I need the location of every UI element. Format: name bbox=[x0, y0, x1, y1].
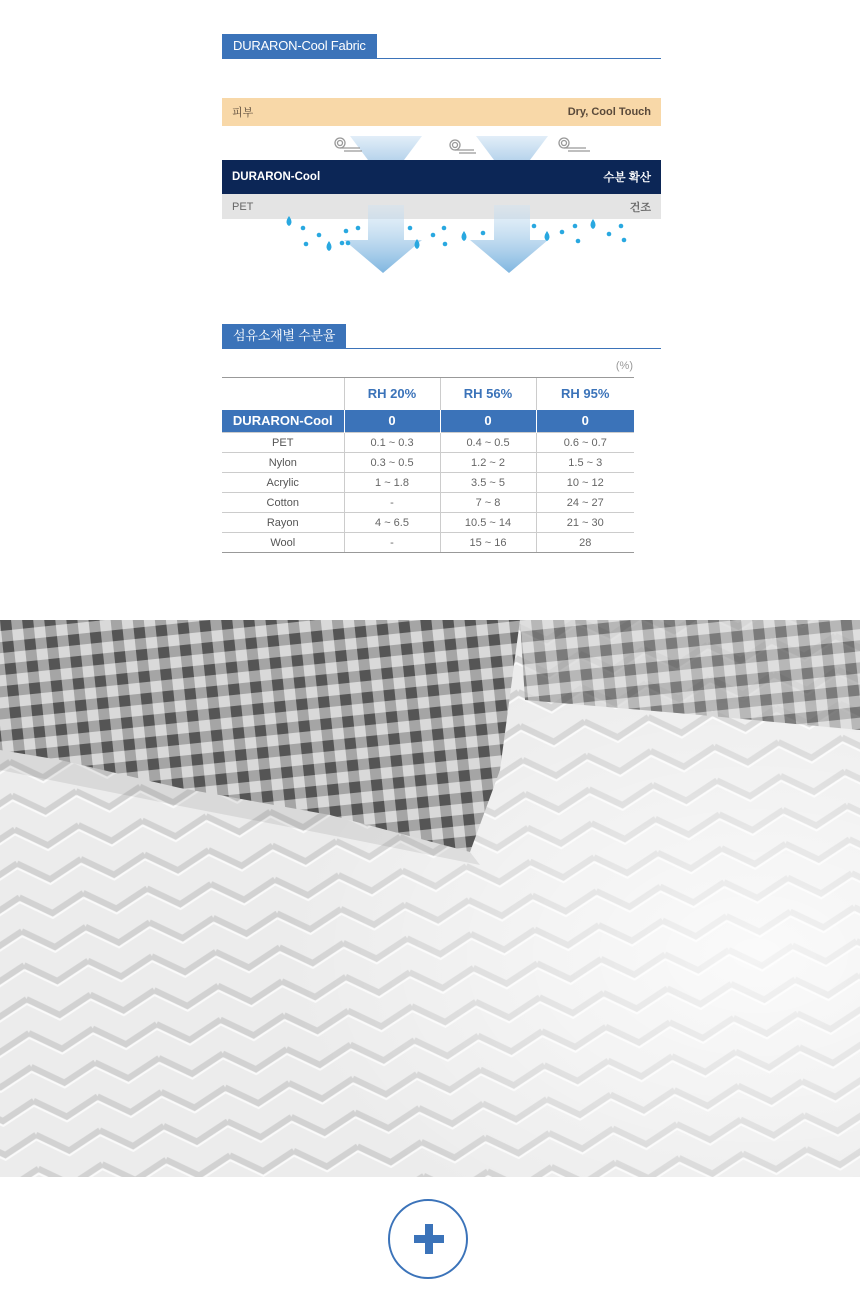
airflow-cone-left bbox=[350, 136, 422, 160]
table-cell: 1 ~ 1.8 bbox=[344, 473, 440, 493]
table-cell: 0.4 ~ 0.5 bbox=[440, 433, 536, 453]
section-title-moisture bbox=[222, 324, 661, 349]
table-cell: 0.6 ~ 0.7 bbox=[536, 433, 634, 453]
table-cell: 3.5 ~ 5 bbox=[440, 473, 536, 493]
more-button[interactable] bbox=[388, 1199, 468, 1279]
airflow-cone-right bbox=[476, 136, 548, 160]
table-cell: 15 ~ 16 bbox=[440, 533, 536, 553]
table-cell: - bbox=[344, 533, 440, 553]
moisture-table bbox=[222, 377, 634, 553]
unit-label: (%) bbox=[615, 360, 633, 372]
table-cell: Rayon bbox=[222, 513, 344, 533]
product-photo bbox=[0, 620, 860, 1177]
layer-duraron-desc: 수분 확산 bbox=[603, 172, 651, 184]
layer-skin-label: 피부 bbox=[232, 107, 254, 119]
layer-duraron-label: DURARON-Cool bbox=[232, 171, 321, 183]
table-row bbox=[222, 533, 634, 553]
table-header-blank bbox=[222, 378, 344, 410]
arrow-down-icon bbox=[470, 205, 548, 273]
table-header-row bbox=[222, 378, 634, 410]
section-title-fabric bbox=[222, 34, 661, 59]
moisture-diagram bbox=[222, 128, 661, 278]
table-row bbox=[222, 513, 634, 533]
wind-icon bbox=[450, 140, 476, 153]
table-cell: Cotton bbox=[222, 493, 344, 513]
table-cell: 0.1 ~ 0.3 bbox=[344, 433, 440, 453]
table-cell: 1.2 ~ 2 bbox=[440, 453, 536, 473]
table-cell: 0.3 ~ 0.5 bbox=[344, 453, 440, 473]
table-cell: 28 bbox=[536, 533, 634, 553]
table-cell: 21 ~ 30 bbox=[536, 513, 634, 533]
table-cell: 0 bbox=[344, 410, 440, 433]
layer-skin bbox=[222, 98, 661, 126]
table-row bbox=[222, 453, 634, 473]
table-cell: 1.5 ~ 3 bbox=[536, 453, 634, 473]
table-row bbox=[222, 433, 634, 453]
layer-pet-label: PET bbox=[232, 200, 254, 213]
table-row bbox=[222, 473, 634, 493]
table-header-rh95: RH 95% bbox=[536, 378, 634, 410]
table-cell: DURARON-Cool bbox=[232, 413, 333, 429]
product-photo-art bbox=[0, 620, 860, 1177]
layer-skin-desc: Dry, Cool Touch bbox=[567, 106, 651, 118]
table-cell: 24 ~ 27 bbox=[536, 493, 634, 513]
table-cell: 10 ~ 12 bbox=[536, 473, 634, 493]
table-cell: 7 ~ 8 bbox=[440, 493, 536, 513]
section-title-fabric-label: DURARON-Cool Fabric bbox=[222, 34, 377, 58]
table-cell: 0 bbox=[536, 410, 634, 433]
table-header-rh56: RH 56% bbox=[440, 378, 536, 410]
table-cell: 10.5 ~ 14 bbox=[440, 513, 536, 533]
table-row-highlight bbox=[222, 410, 634, 433]
water-drop-icon bbox=[287, 216, 627, 251]
table-cell: 4 ~ 6.5 bbox=[344, 513, 440, 533]
layer-pet-desc: 건조 bbox=[629, 201, 651, 214]
arrow-down-icon bbox=[344, 205, 422, 273]
table-cell: PET bbox=[222, 433, 344, 453]
table-cell: Wool bbox=[222, 533, 344, 553]
table-header-rh20: RH 20% bbox=[344, 378, 440, 410]
table-cell: Nylon bbox=[222, 453, 344, 473]
table-cell: - bbox=[344, 493, 440, 513]
table-row bbox=[222, 493, 634, 513]
table-cell: 0 bbox=[440, 410, 536, 433]
section-title-moisture-label: 섬유소재별 수분율 bbox=[222, 324, 346, 348]
table-cell: Acrylic bbox=[222, 473, 344, 493]
wind-icon bbox=[559, 138, 590, 151]
